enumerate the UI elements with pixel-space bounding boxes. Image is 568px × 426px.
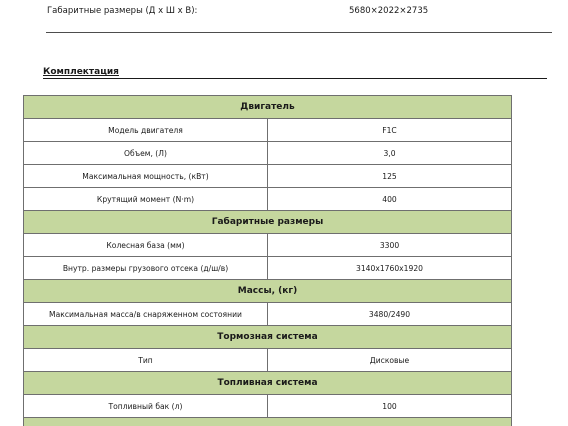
group-header-brakes (24, 326, 512, 349)
table-row (24, 234, 512, 257)
table-row (24, 142, 512, 165)
overall-dimensions-value: 5680×2022×2735 (349, 6, 429, 16)
table-row (24, 395, 512, 418)
spec-table (23, 95, 512, 426)
overall-dimensions-row (47, 6, 552, 20)
row-value: Дисковые (268, 349, 512, 372)
section-title-equipment: Комплектация (43, 67, 119, 77)
row-label: Максимальная масса/в снаряженном состоянии (24, 303, 268, 326)
row-value: 3140x1760x1920 (268, 257, 512, 280)
row-value: 125 (268, 165, 512, 188)
overall-dimensions-label: Габаритные размеры (Д х Ш х В): (47, 6, 198, 16)
row-label: Внутр. размеры грузового отсека (д/ш/в) (24, 257, 268, 280)
group-title: Массы, (кг) (24, 280, 512, 303)
group-title: Габаритные размеры (24, 211, 512, 234)
group-header-engine (24, 96, 512, 119)
group-header-fuel (24, 372, 512, 395)
table-row (24, 165, 512, 188)
group-header-dimensions (24, 211, 512, 234)
row-value: 3,0 (268, 142, 512, 165)
next-group-header-partial (24, 418, 512, 426)
group-title: Двигатель (24, 96, 512, 119)
table-row (24, 119, 512, 142)
row-label: Тип (24, 349, 268, 372)
row-label: Объем, (Л) (24, 142, 268, 165)
table-row (24, 349, 512, 372)
row-value: 100 (268, 395, 512, 418)
row-label: Топливный бак (л) (24, 395, 268, 418)
group-header-masses (24, 280, 512, 303)
table-row (24, 188, 512, 211)
row-label: Колесная база (мм) (24, 234, 268, 257)
row-value: 400 (268, 188, 512, 211)
row-label: Крутящий момент (N·m) (24, 188, 268, 211)
section-underline (43, 78, 547, 79)
row-value: 3480/2490 (268, 303, 512, 326)
group-title: Топливная система (24, 372, 512, 395)
table-row (24, 257, 512, 280)
divider-line (46, 32, 552, 33)
row-label: Модель двигателя (24, 119, 268, 142)
table-row (24, 303, 512, 326)
group-title: Тормозная система (24, 326, 512, 349)
row-value: 3300 (268, 234, 512, 257)
row-label: Максимальная мощность, (кВт) (24, 165, 268, 188)
group-title-cutoff (24, 418, 512, 426)
row-value: F1C (268, 119, 512, 142)
